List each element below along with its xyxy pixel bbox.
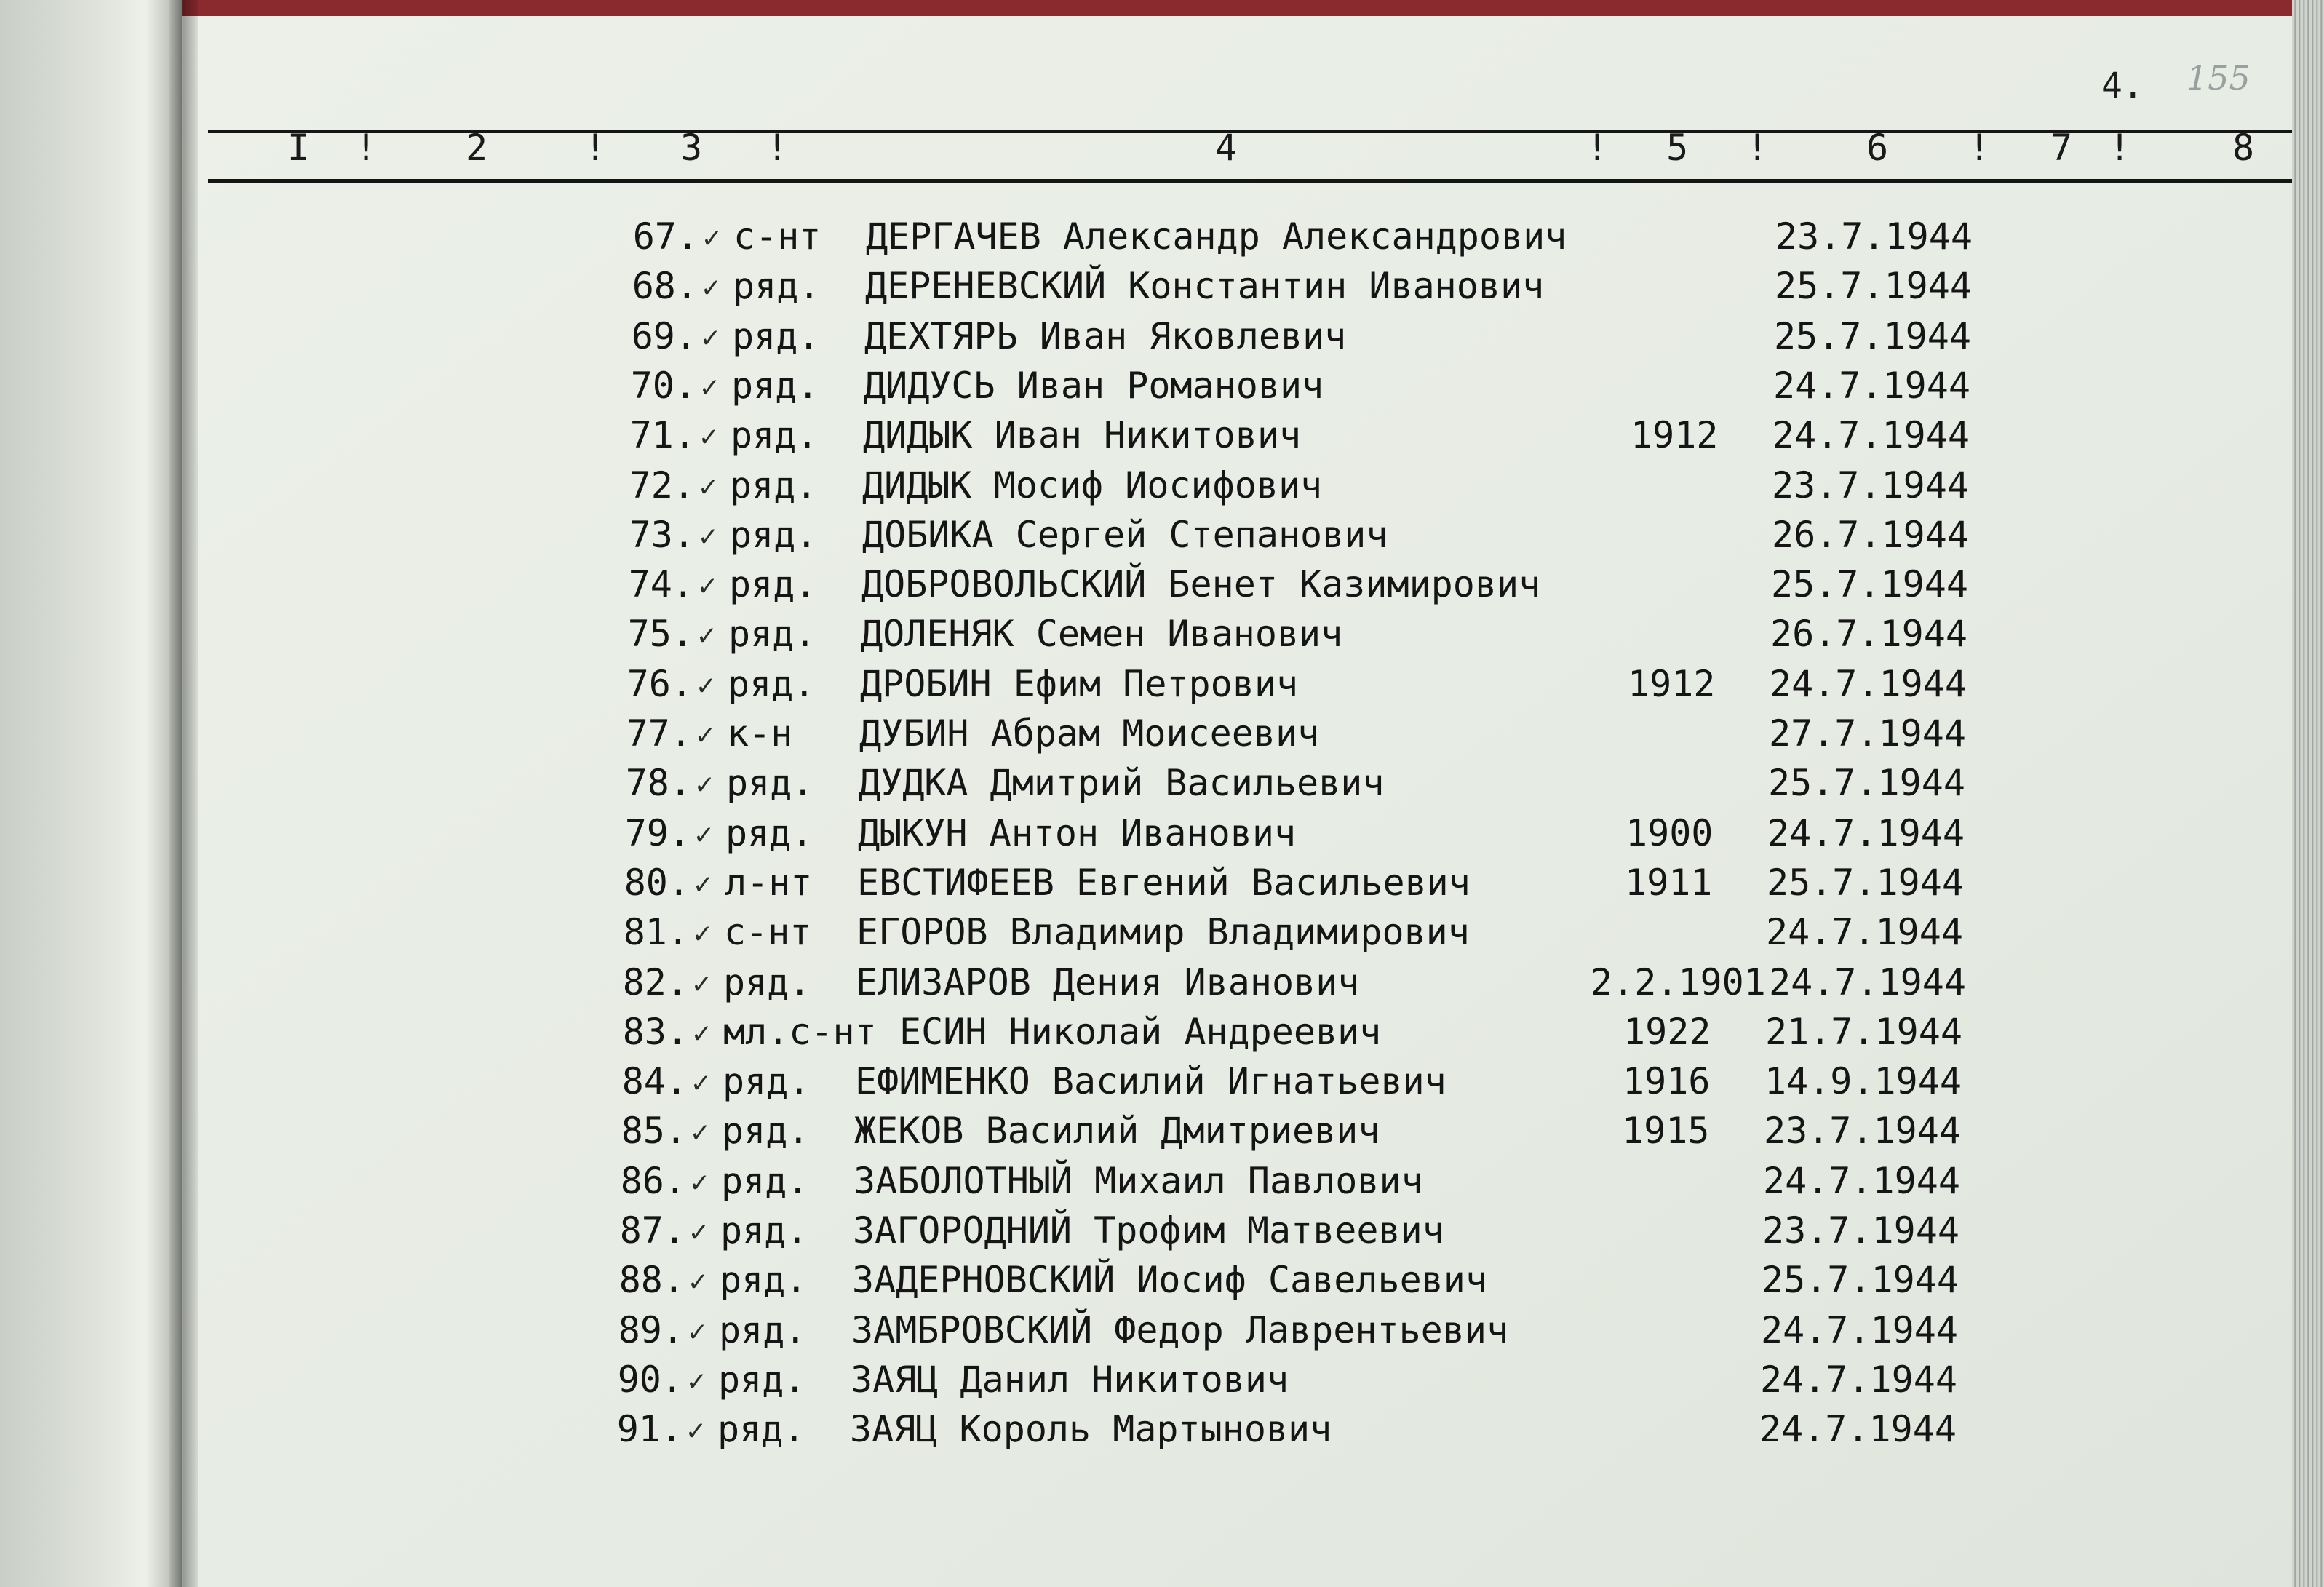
military-rank: ряд. xyxy=(732,314,820,357)
table-row xyxy=(567,265,2022,311)
page-stack-edge xyxy=(2292,0,2324,1587)
death-date: 23.7.1944 xyxy=(1764,1110,1961,1153)
military-rank: ряд. xyxy=(728,613,816,656)
table-row xyxy=(565,414,2020,461)
person-name: ЗАДЕРНОВСКИЙ Иосиф Савельевич xyxy=(852,1259,1487,1302)
check-mark-icon: ✓ xyxy=(687,1414,705,1448)
check-mark-icon: ✓ xyxy=(691,1165,709,1199)
military-rank: ряд. xyxy=(720,1259,808,1302)
check-mark-icon: ✓ xyxy=(701,370,719,404)
table-row xyxy=(566,315,2021,362)
person-name: ЗАМБРОВСКИЙ Федор Лаврентьевич xyxy=(851,1308,1509,1351)
check-mark-icon: ✓ xyxy=(697,668,715,702)
person-name: ДУДКА Дмитрий Васильевич xyxy=(859,762,1385,805)
row-number: 86. xyxy=(620,1159,686,1202)
military-rank: ряд. xyxy=(719,1308,807,1351)
death-date: 24.7.1944 xyxy=(1760,1358,1957,1401)
death-date: 24.7.1944 xyxy=(1772,414,1970,457)
table-row xyxy=(555,1160,2010,1206)
table-row xyxy=(562,613,2018,659)
person-name: ЗАГОРОДНИЙ Трофим Матвеевич xyxy=(853,1209,1444,1252)
military-rank: к-н xyxy=(727,712,793,755)
check-mark-icon: ✓ xyxy=(701,320,720,354)
birth-year: 1900 xyxy=(1625,811,1714,854)
table-row xyxy=(558,911,2013,958)
check-mark-icon: ✓ xyxy=(696,718,715,752)
row-number: 83. xyxy=(622,1010,688,1053)
death-date: 25.7.1944 xyxy=(1775,265,1972,308)
military-rank: ряд. xyxy=(723,1060,811,1103)
row-number: 85. xyxy=(621,1110,687,1153)
birth-year: 1911 xyxy=(1625,861,1713,904)
column-header: I xyxy=(287,127,310,169)
military-rank: ряд. xyxy=(725,811,813,854)
row-number: 67. xyxy=(632,215,699,258)
check-mark-icon: ✓ xyxy=(695,817,713,851)
column-header: 3 xyxy=(680,127,703,169)
column-header: 2 xyxy=(466,127,488,169)
row-number: 70. xyxy=(630,364,696,407)
row-number: 87. xyxy=(619,1209,685,1252)
person-name: ДОЛЕНЯК Семен Иванович xyxy=(861,613,1343,656)
header-bottom-rule xyxy=(208,179,2292,183)
death-date: 24.7.1944 xyxy=(1773,364,1970,407)
check-mark-icon: ✓ xyxy=(692,1066,710,1100)
person-name: ДЕХТЯРЬ Иван Яковлевич xyxy=(864,314,1347,357)
row-number: 72. xyxy=(629,464,695,506)
death-date: 26.7.1944 xyxy=(1770,613,1967,656)
check-mark-icon: ✓ xyxy=(688,1314,707,1348)
death-date: 14.9.1944 xyxy=(1764,1060,1962,1103)
person-name: ДЕРЕНЕВСКИЙ Константин Иванович xyxy=(865,265,1545,308)
check-mark-icon: ✓ xyxy=(688,1364,706,1398)
row-number: 76. xyxy=(626,662,693,705)
check-mark-icon: ✓ xyxy=(699,469,717,504)
column-separator: ! xyxy=(584,127,607,169)
death-date: 23.7.1944 xyxy=(1772,464,1969,506)
table-row xyxy=(557,1011,2013,1057)
military-rank: ряд. xyxy=(726,762,814,805)
left-page xyxy=(0,0,182,1587)
death-date: 25.7.1944 xyxy=(1774,314,1971,357)
column-separator: ! xyxy=(1746,127,1769,169)
row-number: 78. xyxy=(625,762,691,805)
check-mark-icon: ✓ xyxy=(696,768,714,802)
table-row xyxy=(553,1309,2008,1356)
military-rank: ряд. xyxy=(730,513,818,556)
table-row xyxy=(568,215,2023,262)
row-number: 68. xyxy=(632,265,698,308)
person-name: ДОБИКА Сергей Степанович xyxy=(862,513,1388,556)
death-date: 23.7.1944 xyxy=(1762,1209,1959,1252)
column-header: 8 xyxy=(2232,127,2255,169)
person-name: ЗАБОЛОТНЫЙ Михаил Павлович xyxy=(853,1159,1423,1202)
pencil-folio-number: 155 xyxy=(2186,58,2251,98)
death-date: 27.7.1944 xyxy=(1769,712,1966,755)
military-rank: мл.с-нт xyxy=(723,1010,877,1053)
check-mark-icon: ✓ xyxy=(700,420,718,454)
military-rank: с-нт xyxy=(733,215,821,258)
person-name: ДЫКУН Антон Иванович xyxy=(858,811,1297,854)
check-mark-icon: ✓ xyxy=(694,867,712,901)
column-header: 5 xyxy=(1666,127,1689,169)
column-header: 6 xyxy=(1866,127,1889,169)
birth-year: 1912 xyxy=(1631,414,1719,457)
check-mark-icon: ✓ xyxy=(698,619,716,653)
military-rank: ряд. xyxy=(731,364,819,407)
row-number: 73. xyxy=(629,513,695,556)
table-row xyxy=(560,762,2015,808)
death-date: 26.7.1944 xyxy=(1772,513,1969,556)
check-mark-icon: ✓ xyxy=(699,569,717,603)
check-mark-icon: ✓ xyxy=(693,917,712,951)
check-mark-icon: ✓ xyxy=(690,1215,708,1249)
check-mark-icon: ✓ xyxy=(703,221,721,255)
military-rank: ряд. xyxy=(728,662,816,705)
death-date: 25.7.1944 xyxy=(1771,563,1968,606)
table-row xyxy=(563,563,2018,610)
death-date: 21.7.1944 xyxy=(1765,1010,1962,1053)
birth-year: 2.2.1901 xyxy=(1591,960,1766,1003)
table-row xyxy=(559,862,2014,908)
column-separator: ! xyxy=(355,127,378,169)
table-row xyxy=(556,1110,2011,1156)
table-row xyxy=(552,1408,2007,1455)
birth-year: 1915 xyxy=(1622,1110,1710,1153)
column-separator: ! xyxy=(2109,127,2131,169)
table-row xyxy=(557,961,2013,1008)
death-date: 24.7.1944 xyxy=(1770,662,1967,705)
binding-fold xyxy=(169,0,198,1587)
person-name: ДОБРОВОЛЬСКИЙ Бенет Казимирович xyxy=(861,563,1541,606)
row-number: 82. xyxy=(622,960,688,1003)
military-rank: ряд. xyxy=(731,414,819,457)
table-row xyxy=(554,1259,2009,1305)
row-number: 80. xyxy=(624,861,690,904)
check-mark-icon: ✓ xyxy=(693,966,711,1001)
table-row xyxy=(564,464,2019,511)
column-separator: ! xyxy=(766,127,789,169)
column-header: 7 xyxy=(2050,127,2073,169)
person-name: ЗАЯЦ Данил Никитович xyxy=(851,1358,1289,1401)
row-number: 84. xyxy=(621,1060,688,1103)
table-row xyxy=(565,365,2021,411)
death-date: 24.7.1944 xyxy=(1769,960,1966,1003)
table-row xyxy=(560,812,2015,859)
person-name: ДИДЫК Мосиф Иосифович xyxy=(862,464,1323,506)
military-rank: ряд. xyxy=(723,960,811,1003)
column-separator: ! xyxy=(1968,127,1991,169)
person-name: ДУБИН Абрам Моисеевич xyxy=(859,712,1320,755)
table-row xyxy=(552,1359,2007,1405)
column-separator: ! xyxy=(1586,127,1609,169)
military-rank: ряд. xyxy=(717,1408,805,1451)
row-number: 90. xyxy=(617,1358,683,1401)
person-name: ДИДУСЬ Иван Романович xyxy=(864,364,1324,407)
row-number: 69. xyxy=(631,314,697,357)
person-name: ЕСИН Николай Андреевич xyxy=(899,1010,1382,1053)
death-date: 24.7.1944 xyxy=(1766,911,1963,954)
person-name: ДИДЫК Иван Никитович xyxy=(863,414,1302,457)
military-rank: ряд. xyxy=(729,563,817,606)
table-row xyxy=(561,712,2016,759)
death-date: 24.7.1944 xyxy=(1759,1408,1957,1451)
birth-year: 1912 xyxy=(1628,662,1716,705)
death-date: 24.7.1944 xyxy=(1767,811,1965,854)
birth-year: 1922 xyxy=(1623,1010,1711,1053)
military-rank: ряд. xyxy=(720,1209,808,1252)
person-name: ЕВСТИФЕЕВ Евгений Васильевич xyxy=(857,861,1471,904)
column-header: 4 xyxy=(1215,127,1238,169)
row-number: 88. xyxy=(618,1259,685,1302)
row-number: 81. xyxy=(623,911,689,954)
military-rank: ряд. xyxy=(730,464,818,506)
page-number: 4. xyxy=(2101,65,2144,106)
person-name: ДРОБИН Ефим Петрович xyxy=(860,662,1299,705)
row-number: 91. xyxy=(616,1408,683,1451)
death-date: 23.7.1944 xyxy=(1775,215,1973,258)
death-date: 25.7.1944 xyxy=(1768,762,1965,805)
military-rank: с-нт xyxy=(724,911,812,954)
death-date: 24.7.1944 xyxy=(1761,1308,1958,1351)
row-number: 89. xyxy=(618,1308,684,1351)
person-name: ЖЕКОВ Василий Дмитриевич xyxy=(854,1110,1380,1153)
military-rank: ряд. xyxy=(722,1110,810,1153)
person-name: ЕГОРОВ Владимир Владимирович xyxy=(856,911,1470,954)
table-row xyxy=(557,1060,2012,1107)
person-name: ЗАЯЦ Король Мартынович xyxy=(850,1408,1332,1451)
birth-year: 1916 xyxy=(1623,1060,1711,1103)
table-row xyxy=(562,663,2017,709)
check-mark-icon: ✓ xyxy=(691,1115,709,1150)
row-number: 74. xyxy=(628,563,694,606)
check-mark-icon: ✓ xyxy=(693,1016,711,1050)
row-number: 71. xyxy=(629,414,696,457)
death-date: 25.7.1944 xyxy=(1762,1259,1959,1302)
check-mark-icon: ✓ xyxy=(702,271,720,305)
death-date: 24.7.1944 xyxy=(1763,1159,1960,1202)
row-number: 79. xyxy=(624,811,691,854)
military-rank: ряд. xyxy=(721,1159,809,1202)
military-rank: ряд. xyxy=(733,265,821,308)
person-name: ЕЛИЗАРОВ Дения Иванович xyxy=(856,960,1360,1003)
row-number: 75. xyxy=(627,613,693,656)
check-mark-icon: ✓ xyxy=(699,519,717,553)
person-name: ДЕРГАЧЕВ Александр Александрович xyxy=(866,215,1567,258)
military-rank: л-нт xyxy=(725,861,813,904)
table-row xyxy=(554,1209,2010,1256)
military-rank: ряд. xyxy=(718,1358,806,1401)
check-mark-icon: ✓ xyxy=(689,1265,707,1299)
person-name: ЕФИМЕНКО Василий Игнатьевич xyxy=(855,1060,1446,1103)
table-row xyxy=(564,514,2019,560)
row-number: 77. xyxy=(626,712,692,755)
death-date: 25.7.1944 xyxy=(1767,861,1964,904)
